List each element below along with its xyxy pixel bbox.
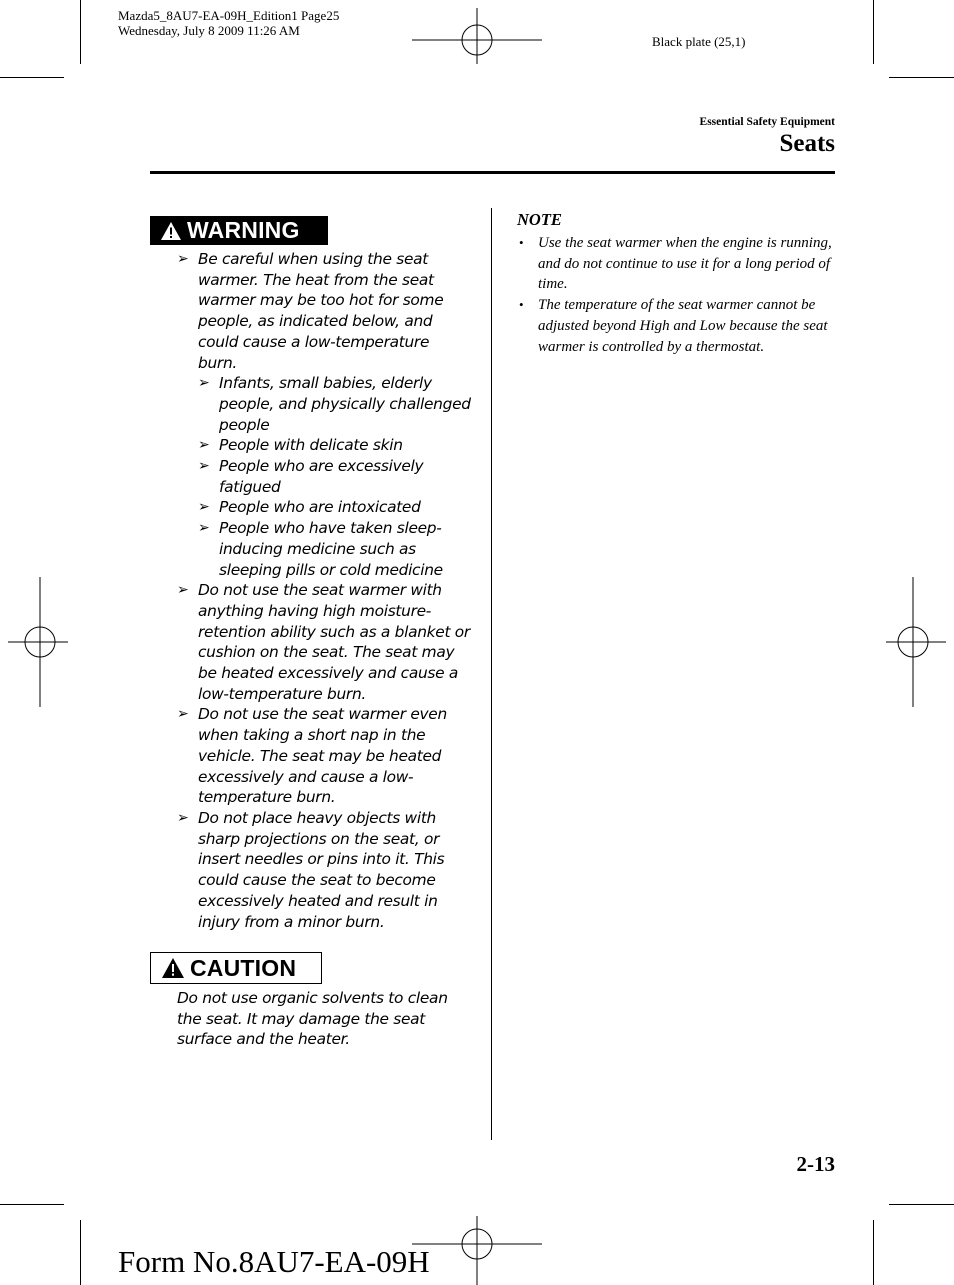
- crop-mark: [889, 1204, 954, 1205]
- warning-item-text: Be careful when using the seat warmer. The heat from the seat warmer may be too hot for some people, as indicated below, and could cause a low-temperature burn.: [198, 250, 444, 372]
- caution-label-text: CAUTION: [190, 954, 297, 981]
- crop-mark: [0, 1204, 64, 1205]
- arrow-bullet-icon: ➢: [177, 251, 189, 267]
- warning-item-text: Do not place heavy objects with sharp projections on the seat, or insert needles or pins into it. This could cause the seat to become excessively heated and result in injury from a minor burn.: [198, 808, 445, 931]
- header-rule: [150, 171, 835, 174]
- warning-subitem-text: Infants, small babies, elderly people, and physically challenged people: [219, 374, 471, 434]
- warning-item: [177, 580, 472, 704]
- warning-subitem: [198, 497, 472, 518]
- warning-item-text: Do not use the seat warmer with anything having high moisture-retention ability such as a blanket or cushion on the seat. The seat may be heated excessively and cause a low-temperature burn.: [198, 581, 470, 703]
- form-number: Form No.8AU7-EA-09H: [118, 1244, 430, 1279]
- column-divider: [491, 208, 492, 1140]
- arrow-bullet-icon: ➢: [198, 437, 210, 454]
- warning-triangle-icon: [161, 957, 185, 979]
- registration-mark-icon: [412, 1216, 542, 1285]
- warning-item: [177, 249, 472, 373]
- warning-subitem-text: People who are excessively fatigued: [219, 457, 424, 496]
- arrow-bullet-icon: ➢: [177, 582, 189, 599]
- note-title: NOTE: [517, 210, 562, 229]
- warning-sublist: [177, 373, 472, 580]
- note-list: [517, 233, 835, 357]
- crop-mark: [0, 77, 64, 78]
- registration-mark-icon: [886, 577, 946, 707]
- arrow-bullet-icon: ➢: [198, 520, 210, 537]
- arrow-bullet-icon: ➢: [198, 458, 210, 475]
- print-info-line: Wednesday, July 8 2009 11:26 AM: [118, 23, 300, 38]
- note-item-text: The temperature of the seat warmer cannot be adjusted beyond High and Low because the seat warmer is controlled by a thermostat.: [538, 297, 828, 355]
- section-label: Essential Safety Equipment: [699, 116, 835, 128]
- crop-mark: [873, 1220, 874, 1285]
- bullet-icon: •: [519, 297, 524, 313]
- warning-item: [177, 704, 472, 808]
- warning-subitem-text: People who are intoxicated: [219, 498, 421, 517]
- print-info-line: Mazda5_8AU7-EA-09H_Edition1 Page25: [118, 8, 340, 23]
- caution-text: Do not use organic solvents to clean the seat. It may damage the seat surface and the heater.: [177, 989, 448, 1049]
- warning-subitem-text: People with delicate skin: [219, 436, 403, 455]
- warning-subitem: [198, 456, 472, 497]
- warning-subitem: [198, 373, 472, 435]
- crop-mark: [873, 0, 874, 64]
- note-item-text: Use the seat warmer when the engine is running, and do not continue to use it for a long period of time.: [538, 235, 832, 293]
- warning-subitem: [198, 435, 472, 456]
- warning-item: [177, 808, 472, 932]
- warning-label: [150, 216, 328, 245]
- bullet-icon: •: [519, 235, 524, 250]
- registration-mark-icon: [8, 577, 68, 707]
- crop-mark: [80, 0, 81, 64]
- note-item: [517, 295, 835, 357]
- arrow-bullet-icon: ➢: [198, 375, 210, 392]
- arrow-bullet-icon: ➢: [198, 499, 210, 516]
- warning-triangle-icon: [160, 221, 182, 241]
- warning-body: [177, 249, 472, 932]
- print-info: [118, 8, 408, 38]
- page-title: Seats: [779, 130, 835, 157]
- registration-mark-icon: [412, 8, 542, 72]
- warning-label-text: WARNING: [187, 217, 300, 243]
- arrow-bullet-icon: ➢: [177, 706, 189, 723]
- note-item: [517, 233, 835, 295]
- caution-label: [150, 952, 322, 984]
- page-number: 2-13: [796, 1152, 835, 1176]
- warning-subitem-text: People who have taken sleep-inducing medicine such as sleeping pills or cold medicine: [219, 519, 443, 579]
- plate-label: Black plate (25,1): [652, 34, 746, 49]
- arrow-bullet-icon: ➢: [177, 809, 189, 826]
- crop-mark: [80, 1220, 81, 1285]
- warning-subitem: [198, 518, 472, 580]
- warning-item-text: Do not use the seat warmer even when taking a short nap in the vehicle. The seat may be heated excessively and cause a low-temperature burn.: [198, 705, 447, 807]
- crop-mark: [889, 77, 954, 78]
